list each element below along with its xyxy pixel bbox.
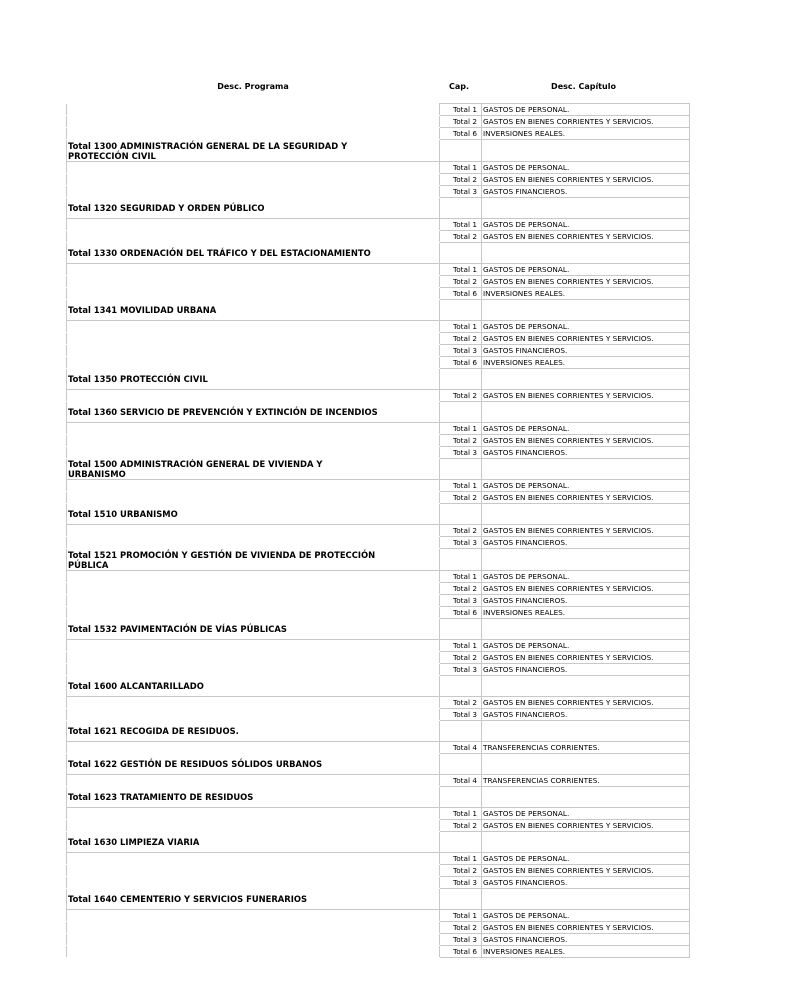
chapter-desc-cell: GASTOS EN BIENES CORRIENTES Y SERVICIOS.: [482, 820, 690, 832]
program-total-label: Total 1360 SERVICIO DE PREVENCIÓN Y EXTINCIÓN DE INCENDIOS: [67, 402, 440, 423]
chapter-row: [67, 808, 690, 820]
empty-cell: [482, 832, 690, 853]
chapter-desc-cell: GASTOS EN BIENES CORRIENTES Y SERVICIOS.: [482, 231, 690, 243]
chapter-row: [67, 595, 690, 607]
empty-cell: [67, 116, 440, 128]
chapter-total-cell: Total 2: [440, 697, 482, 709]
empty-cell: [67, 664, 440, 676]
chapter-total-cell: Total 1: [440, 423, 482, 435]
chapter-total-cell: Total 2: [440, 652, 482, 664]
program-total-row: [67, 504, 690, 525]
chapter-total-cell: Total 1: [440, 910, 482, 922]
chapter-total-cell: Total 3: [440, 877, 482, 889]
program-total-label: Total 1330 ORDENACIÓN DEL TRÁFICO Y DEL ESTACIONAMIENTO: [67, 243, 440, 264]
program-total-label: Total 1621 RECOGIDA DE RESIDUOS.: [67, 721, 440, 742]
program-total-label: Total 1622 GESTIÓN DE RESIDUOS SÓLIDOS URBANOS: [67, 754, 440, 775]
empty-cell: [440, 140, 482, 162]
empty-cell: [440, 300, 482, 321]
program-total-row: [67, 721, 690, 742]
program-total-row: [67, 459, 690, 480]
program-total-label: Total 1350 PROTECCIÓN CIVIL: [67, 369, 440, 390]
chapter-total-cell: Total 4: [440, 742, 482, 754]
empty-cell: [67, 447, 440, 459]
chapter-total-cell: Total 3: [440, 345, 482, 357]
empty-cell: [67, 435, 440, 447]
chapter-total-cell: Total 6: [440, 607, 482, 619]
empty-cell: [482, 504, 690, 525]
chapter-row: [67, 321, 690, 333]
empty-cell: [482, 198, 690, 219]
header-desc-programa: Desc. Programa: [217, 82, 289, 91]
chapter-total-cell: Total 6: [440, 128, 482, 140]
empty-cell: [67, 480, 440, 492]
chapter-desc-cell: GASTOS DE PERSONAL.: [482, 910, 690, 922]
chapter-total-cell: Total 1: [440, 640, 482, 652]
chapter-desc-cell: GASTOS DE PERSONAL.: [482, 853, 690, 865]
chapter-row: [67, 922, 690, 934]
chapter-desc-cell: GASTOS EN BIENES CORRIENTES Y SERVICIOS.: [482, 697, 690, 709]
empty-cell: [67, 174, 440, 186]
header-cap: Cap.: [448, 82, 470, 91]
empty-cell: [440, 889, 482, 910]
chapter-row: [67, 910, 690, 922]
chapter-total-cell: Total 2: [440, 333, 482, 345]
empty-cell: [67, 820, 440, 832]
empty-cell: [440, 549, 482, 571]
chapter-desc-cell: TRANSFERENCIAS CORRIENTES.: [482, 775, 690, 787]
program-total-row: [67, 832, 690, 853]
chapter-total-cell: Total 2: [440, 820, 482, 832]
empty-cell: [482, 787, 690, 808]
program-total-label: Total 1510 URBANISMO: [67, 504, 440, 525]
chapter-desc-cell: GASTOS EN BIENES CORRIENTES Y SERVICIOS.: [482, 390, 690, 402]
empty-cell: [440, 369, 482, 390]
program-total-row: [67, 402, 690, 423]
chapter-total-cell: Total 2: [440, 276, 482, 288]
chapter-desc-cell: GASTOS DE PERSONAL.: [482, 219, 690, 231]
chapter-row: [67, 219, 690, 231]
empty-cell: [67, 934, 440, 946]
chapter-desc-cell: INVERSIONES REALES.: [482, 288, 690, 300]
empty-cell: [440, 676, 482, 697]
chapter-row: [67, 162, 690, 174]
chapter-total-cell: Total 3: [440, 664, 482, 676]
empty-cell: [67, 104, 440, 116]
program-total-row: [67, 549, 690, 571]
chapter-row: [67, 607, 690, 619]
chapter-total-cell: Total 6: [440, 946, 482, 958]
chapter-total-cell: Total 2: [440, 435, 482, 447]
chapter-total-cell: Total 6: [440, 288, 482, 300]
chapter-row: [67, 288, 690, 300]
chapter-total-cell: Total 3: [440, 934, 482, 946]
empty-cell: [440, 721, 482, 742]
empty-cell: [440, 243, 482, 264]
chapter-row: [67, 537, 690, 549]
empty-cell: [67, 865, 440, 877]
chapter-row: [67, 652, 690, 664]
chapter-row: [67, 276, 690, 288]
empty-cell: [67, 321, 440, 333]
empty-cell: [440, 198, 482, 219]
chapter-desc-cell: GASTOS FINANCIEROS.: [482, 934, 690, 946]
chapter-desc-cell: GASTOS DE PERSONAL.: [482, 264, 690, 276]
program-total-row: [67, 676, 690, 697]
program-total-label: Total 1600 ALCANTARILLADO: [67, 676, 440, 697]
program-total-label: Total 1521 PROMOCIÓN Y GESTIÓN DE VIVIENDA DE PROTECCIÓN PÚBLICA: [67, 549, 440, 571]
empty-cell: [67, 709, 440, 721]
chapter-row: [67, 480, 690, 492]
program-total-label: Total 1341 MOVILIDAD URBANA: [67, 300, 440, 321]
empty-cell: [440, 619, 482, 640]
chapter-desc-cell: GASTOS EN BIENES CORRIENTES Y SERVICIOS.: [482, 333, 690, 345]
chapter-row: [67, 664, 690, 676]
empty-cell: [482, 369, 690, 390]
chapter-row: [67, 231, 690, 243]
chapter-desc-cell: GASTOS FINANCIEROS.: [482, 537, 690, 549]
empty-cell: [67, 652, 440, 664]
empty-cell: [482, 889, 690, 910]
empty-cell: [67, 525, 440, 537]
empty-cell: [67, 264, 440, 276]
table-header: [66, 82, 689, 94]
chapter-desc-cell: GASTOS DE PERSONAL.: [482, 321, 690, 333]
empty-cell: [440, 402, 482, 423]
empty-cell: [67, 357, 440, 369]
empty-cell: [482, 754, 690, 775]
chapter-row: [67, 934, 690, 946]
chapter-row: [67, 447, 690, 459]
program-total-row: [67, 889, 690, 910]
chapter-row: [67, 865, 690, 877]
chapter-row: [67, 116, 690, 128]
chapter-total-cell: Total 3: [440, 186, 482, 198]
chapter-desc-cell: GASTOS EN BIENES CORRIENTES Y SERVICIOS.: [482, 174, 690, 186]
empty-cell: [67, 162, 440, 174]
program-total-row: [67, 140, 690, 162]
empty-cell: [440, 832, 482, 853]
chapter-total-cell: Total 2: [440, 231, 482, 243]
program-total-row: [67, 619, 690, 640]
chapter-row: [67, 357, 690, 369]
chapter-desc-cell: GASTOS FINANCIEROS.: [482, 345, 690, 357]
chapter-row: [67, 345, 690, 357]
chapter-desc-cell: GASTOS EN BIENES CORRIENTES Y SERVICIOS.: [482, 492, 690, 504]
empty-cell: [67, 607, 440, 619]
empty-cell: [67, 288, 440, 300]
chapter-desc-cell: GASTOS DE PERSONAL.: [482, 162, 690, 174]
empty-cell: [67, 583, 440, 595]
chapter-row: [67, 742, 690, 754]
empty-cell: [67, 231, 440, 243]
empty-cell: [67, 595, 440, 607]
chapter-desc-cell: INVERSIONES REALES.: [482, 946, 690, 958]
chapter-total-cell: Total 2: [440, 390, 482, 402]
chapter-desc-cell: INVERSIONES REALES.: [482, 357, 690, 369]
program-total-row: [67, 243, 690, 264]
empty-cell: [440, 459, 482, 480]
chapter-row: [67, 946, 690, 958]
chapter-row: [67, 492, 690, 504]
program-total-row: [67, 300, 690, 321]
empty-cell: [67, 333, 440, 345]
budget-table: [66, 103, 690, 958]
empty-cell: [67, 186, 440, 198]
chapter-total-cell: Total 3: [440, 447, 482, 459]
empty-cell: [440, 754, 482, 775]
header-desc-capitulo: Desc. Capítulo: [551, 82, 616, 91]
chapter-desc-cell: GASTOS DE PERSONAL.: [482, 423, 690, 435]
chapter-total-cell: Total 1: [440, 571, 482, 583]
empty-cell: [67, 128, 440, 140]
empty-cell: [67, 877, 440, 889]
chapter-total-cell: Total 1: [440, 219, 482, 231]
chapter-desc-cell: GASTOS DE PERSONAL.: [482, 571, 690, 583]
chapter-desc-cell: GASTOS FINANCIEROS.: [482, 595, 690, 607]
program-total-label: Total 1623 TRATAMIENTO DE RESIDUOS: [67, 787, 440, 808]
empty-cell: [67, 697, 440, 709]
chapter-row: [67, 104, 690, 116]
chapter-total-cell: Total 3: [440, 709, 482, 721]
program-total-row: [67, 369, 690, 390]
chapter-row: [67, 525, 690, 537]
empty-cell: [67, 423, 440, 435]
chapter-desc-cell: GASTOS EN BIENES CORRIENTES Y SERVICIOS.: [482, 922, 690, 934]
chapter-row: [67, 775, 690, 787]
chapter-desc-cell: GASTOS FINANCIEROS.: [482, 877, 690, 889]
chapter-total-cell: Total 2: [440, 492, 482, 504]
program-total-row: [67, 787, 690, 808]
empty-cell: [67, 910, 440, 922]
chapter-total-cell: Total 6: [440, 357, 482, 369]
chapter-row: [67, 435, 690, 447]
empty-cell: [67, 853, 440, 865]
chapter-row: [67, 853, 690, 865]
empty-cell: [482, 721, 690, 742]
empty-cell: [67, 276, 440, 288]
program-total-label: Total 1630 LIMPIEZA VIARIA: [67, 832, 440, 853]
chapter-total-cell: Total 3: [440, 537, 482, 549]
program-total-row: [67, 198, 690, 219]
empty-cell: [67, 390, 440, 402]
chapter-row: [67, 709, 690, 721]
empty-cell: [67, 640, 440, 652]
empty-cell: [67, 345, 440, 357]
chapter-desc-cell: INVERSIONES REALES.: [482, 607, 690, 619]
chapter-total-cell: Total 2: [440, 116, 482, 128]
chapter-row: [67, 390, 690, 402]
empty-cell: [482, 243, 690, 264]
program-total-row: [67, 754, 690, 775]
chapter-desc-cell: GASTOS EN BIENES CORRIENTES Y SERVICIOS.: [482, 583, 690, 595]
chapter-row: [67, 423, 690, 435]
program-total-label: Total 1640 CEMENTERIO Y SERVICIOS FUNERARIOS: [67, 889, 440, 910]
program-total-label: Total 1320 SEGURIDAD Y ORDEN PÚBLICO: [67, 198, 440, 219]
chapter-row: [67, 264, 690, 276]
chapter-total-cell: Total 1: [440, 480, 482, 492]
empty-cell: [482, 676, 690, 697]
program-total-label: Total 1300 ADMINISTRACIÓN GENERAL DE LA SEGURIDAD Y PROTECCIÓN CIVIL: [67, 140, 440, 162]
empty-cell: [440, 504, 482, 525]
chapter-row: [67, 583, 690, 595]
empty-cell: [67, 571, 440, 583]
empty-cell: [67, 946, 440, 958]
chapter-desc-cell: GASTOS FINANCIEROS.: [482, 664, 690, 676]
chapter-desc-cell: GASTOS EN BIENES CORRIENTES Y SERVICIOS.: [482, 435, 690, 447]
program-total-label: Total 1532 PAVIMENTACIÓN DE VÍAS PÚBLICAS: [67, 619, 440, 640]
chapter-total-cell: Total 2: [440, 583, 482, 595]
chapter-total-cell: Total 2: [440, 865, 482, 877]
empty-cell: [67, 219, 440, 231]
empty-cell: [482, 549, 690, 571]
chapter-desc-cell: GASTOS DE PERSONAL.: [482, 104, 690, 116]
chapter-total-cell: Total 1: [440, 808, 482, 820]
empty-cell: [440, 787, 482, 808]
chapter-total-cell: Total 1: [440, 162, 482, 174]
chapter-total-cell: Total 2: [440, 525, 482, 537]
chapter-row: [67, 640, 690, 652]
chapter-row: [67, 174, 690, 186]
chapter-total-cell: Total 2: [440, 174, 482, 186]
chapter-row: [67, 333, 690, 345]
chapter-desc-cell: GASTOS EN BIENES CORRIENTES Y SERVICIOS.: [482, 652, 690, 664]
chapter-desc-cell: GASTOS FINANCIEROS.: [482, 186, 690, 198]
chapter-desc-cell: TRANSFERENCIAS CORRIENTES.: [482, 742, 690, 754]
empty-cell: [67, 775, 440, 787]
chapter-desc-cell: GASTOS FINANCIEROS.: [482, 709, 690, 721]
empty-cell: [482, 459, 690, 480]
chapter-desc-cell: GASTOS EN BIENES CORRIENTES Y SERVICIOS.: [482, 525, 690, 537]
empty-cell: [482, 300, 690, 321]
chapter-total-cell: Total 1: [440, 321, 482, 333]
chapter-desc-cell: GASTOS EN BIENES CORRIENTES Y SERVICIOS.: [482, 276, 690, 288]
chapter-row: [67, 128, 690, 140]
chapter-total-cell: Total 1: [440, 853, 482, 865]
empty-cell: [482, 402, 690, 423]
empty-cell: [67, 922, 440, 934]
empty-cell: [482, 140, 690, 162]
chapter-total-cell: Total 4: [440, 775, 482, 787]
chapter-desc-cell: GASTOS DE PERSONAL.: [482, 480, 690, 492]
chapter-row: [67, 877, 690, 889]
chapter-desc-cell: INVERSIONES REALES.: [482, 128, 690, 140]
chapter-row: [67, 571, 690, 583]
empty-cell: [67, 537, 440, 549]
chapter-desc-cell: GASTOS DE PERSONAL.: [482, 640, 690, 652]
chapter-total-cell: Total 2: [440, 922, 482, 934]
empty-cell: [482, 619, 690, 640]
empty-cell: [67, 492, 440, 504]
chapter-total-cell: Total 1: [440, 264, 482, 276]
empty-cell: [67, 808, 440, 820]
chapter-desc-cell: GASTOS FINANCIEROS.: [482, 447, 690, 459]
chapter-row: [67, 697, 690, 709]
chapter-total-cell: Total 1: [440, 104, 482, 116]
chapter-row: [67, 820, 690, 832]
chapter-row: [67, 186, 690, 198]
chapter-desc-cell: GASTOS EN BIENES CORRIENTES Y SERVICIOS.: [482, 865, 690, 877]
chapter-desc-cell: GASTOS DE PERSONAL.: [482, 808, 690, 820]
empty-cell: [67, 742, 440, 754]
chapter-total-cell: Total 3: [440, 595, 482, 607]
chapter-desc-cell: GASTOS EN BIENES CORRIENTES Y SERVICIOS.: [482, 116, 690, 128]
program-total-label: Total 1500 ADMINISTRACIÓN GENERAL DE VIVIENDA Y URBANISMO: [67, 459, 440, 480]
